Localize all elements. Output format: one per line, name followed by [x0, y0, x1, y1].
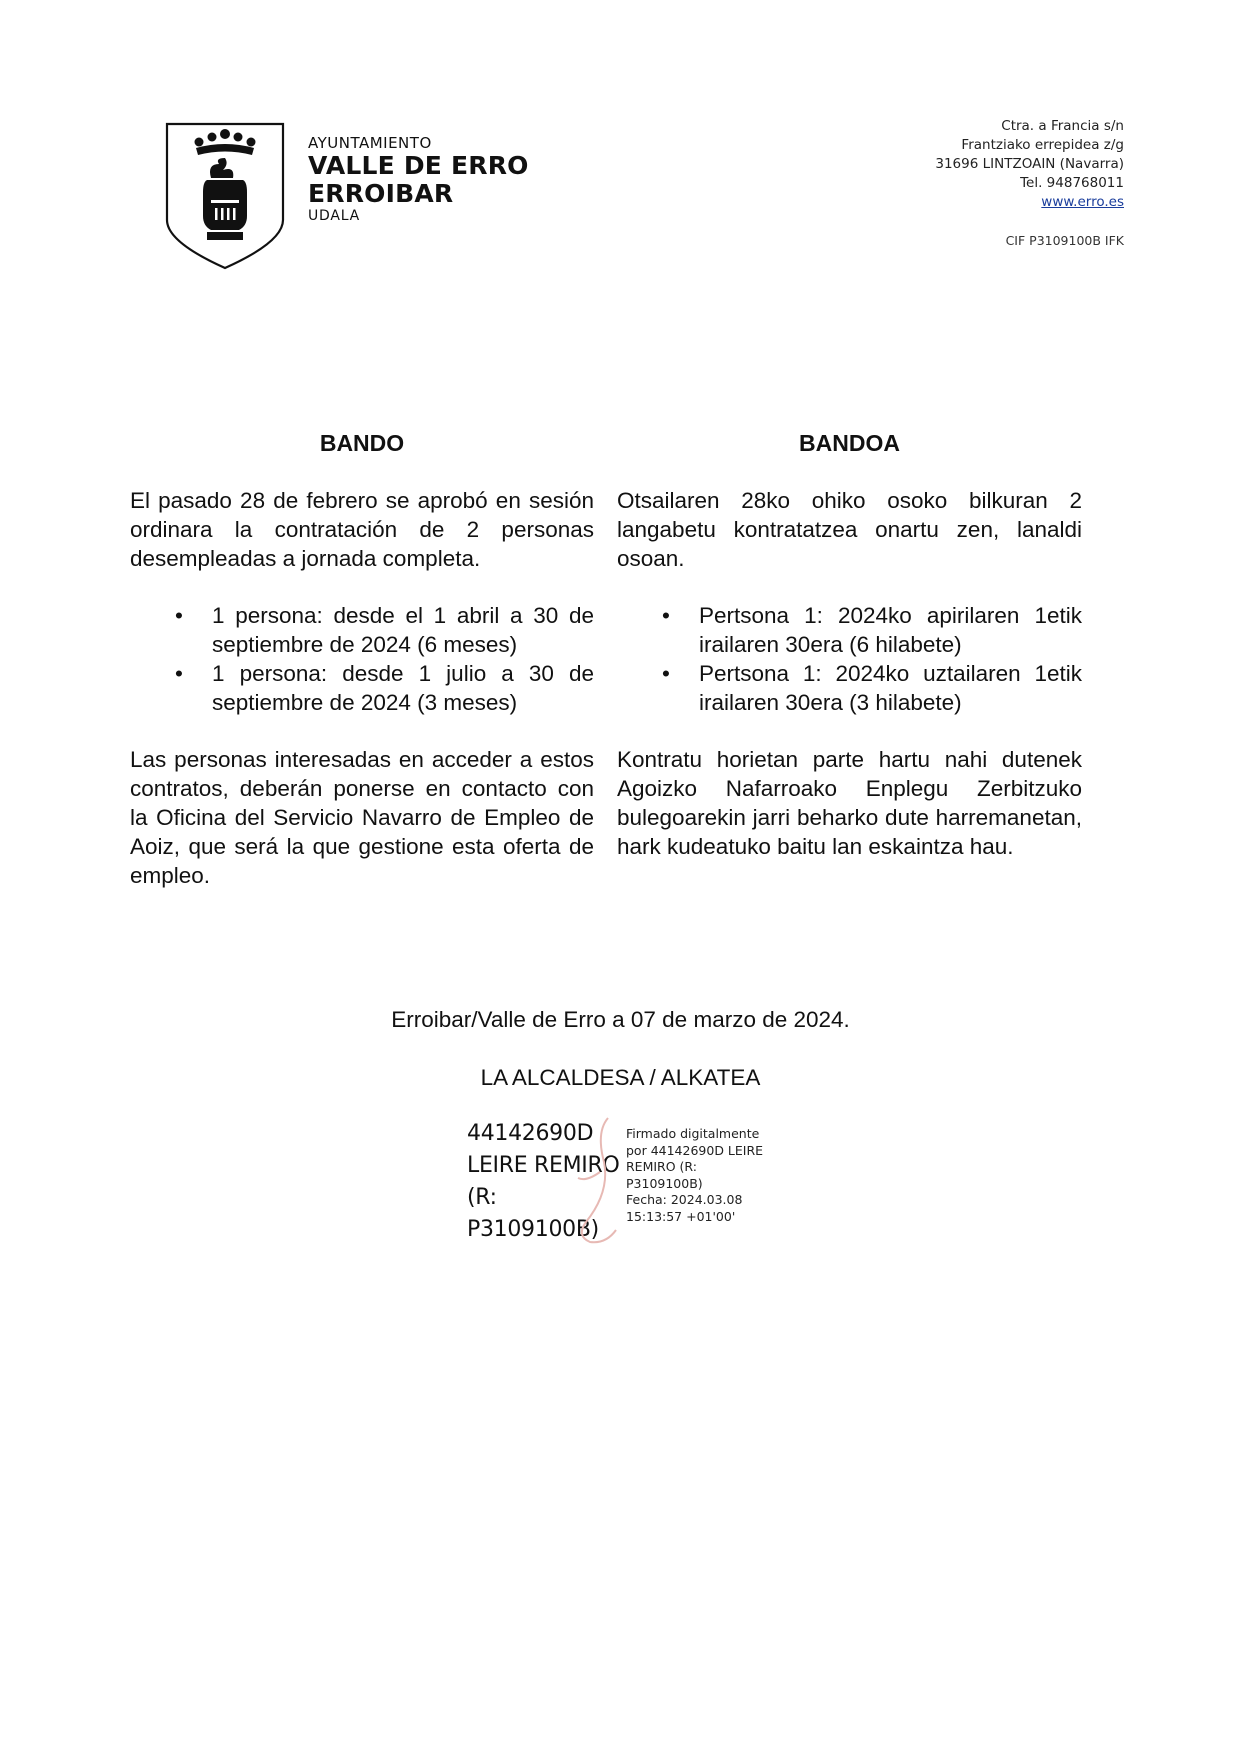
address-line-3: 31696 LINTZOAIN (Navarra) [935, 156, 1124, 172]
bandoa-list [617, 601, 1082, 717]
website-link[interactable]: www.erro.es [1041, 194, 1124, 210]
bando-title: BANDO [319, 430, 405, 456]
place-and-date: Erroibar/Valle de Erro a 07 de marzo de 2024. [391, 1007, 850, 1032]
bullet: • [175, 603, 183, 628]
bandoa-closing: Kontratu horietan parte hartu nahi dutenek Agoizko Nafarroako Enplegu Zerbitzuko bulegoarekin jarri beharko dute harremanetan, hark kudeatuko baitu lan eskaintza hau. [617, 747, 1082, 859]
bullet: • [662, 603, 670, 628]
bandoa-basque-column [617, 430, 1082, 861]
org-line-udala: UDALA [308, 208, 361, 224]
list-item: • 1 persona: desde 1 julio a 30 de septiembre de 2024 (3 meses) [175, 661, 594, 715]
list-item: • Pertsona 1: 2024ko apirilaren 1etik irailaren 30era (6 hilabete) [662, 603, 1082, 657]
signature-info: Firmado digitalmente por 44142690D LEIRE REMIRO (R: P3109100B) Fecha: 2024.03.08 15:13:57 +01'00' [626, 1126, 764, 1224]
org-line-erroibar: ERROIBAR [308, 179, 454, 208]
bando-closing: Las personas interesadas en acceder a estos contratos, deberán ponerse en contacto con la Oficina del Servicio Navarro de Empleo de Aoiz, que será la que gestione esta oferta de empleo. [130, 747, 594, 888]
bandoa-intro: Otsailaren 28ko ohiko osoko bilkuran 2 langabetu kontratatzea onartu zen, lanaldi osoan. [617, 488, 1082, 571]
cif-number: CIF P3109100B IFK [1005, 233, 1124, 248]
list-item: • 1 persona: desde el 1 abril a 30 de septiembre de 2024 (6 meses) [175, 603, 594, 657]
bullet: • [175, 661, 183, 686]
org-line-ayuntamiento: AYUNTAMIENTO [308, 134, 432, 152]
phone: Tel. 948768011 [1020, 175, 1124, 191]
bando-intro: El pasado 28 de febrero se aprobó en sesión ordinara la contratación de 2 personas desempleadas a jornada completa. [130, 488, 594, 571]
bullet: • [662, 661, 670, 686]
signature-pdf-mark-icon [556, 1112, 626, 1252]
municipal-crest-logo [163, 120, 287, 272]
bandoa-title: BANDOA [799, 430, 900, 456]
mayor-title: LA ALCALDESA / ALKATEA [480, 1065, 761, 1090]
bando-spanish-column [130, 430, 594, 890]
signature-name: 44142690D LEIRE REMIRO (R: P3109100B) [467, 1121, 620, 1242]
list-item: • Pertsona 1: 2024ko uztailaren 1etik irailaren 30era (3 hilabete) [662, 661, 1082, 715]
address-line-1: Ctra. a Francia s/n [1001, 118, 1124, 134]
organization-name [308, 134, 529, 224]
address-block [935, 117, 1124, 250]
org-line-valle-de-erro: VALLE DE ERRO [308, 151, 529, 180]
bando-list [130, 601, 594, 717]
address-line-2: Frantziako errepidea z/g [961, 137, 1124, 153]
